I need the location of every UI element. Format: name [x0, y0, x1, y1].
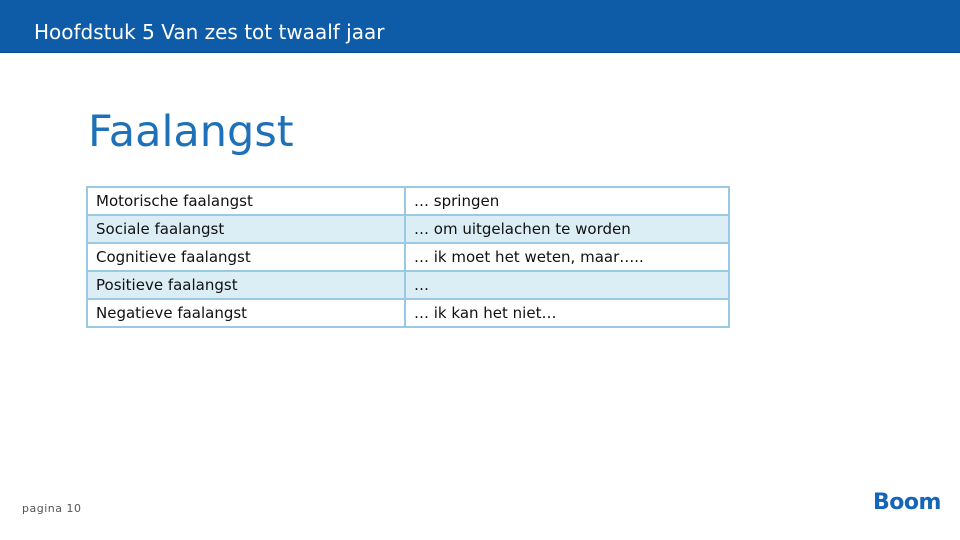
page-number: pagina 10	[22, 502, 82, 515]
table-row	[87, 215, 729, 243]
fear-example-cell: … ik moet het weten, maar…..	[405, 243, 729, 271]
fear-example-cell: … ik kan het niet…	[405, 299, 729, 327]
table-row	[87, 187, 729, 215]
fear-example-cell: …	[405, 271, 729, 299]
header-bar	[0, 0, 960, 53]
table-row	[87, 243, 729, 271]
fear-example-cell: … om uitgelachen te worden	[405, 215, 729, 243]
table-row	[87, 299, 729, 327]
slide-title: Faalangst	[88, 107, 294, 157]
fear-type-cell: Sociale faalangst	[87, 215, 405, 243]
fear-example-cell: … springen	[405, 187, 729, 215]
boom-logo: Boom	[873, 490, 941, 515]
fear-type-cell: Negatieve faalangst	[87, 299, 405, 327]
fear-type-cell: Cognitieve faalangst	[87, 243, 405, 271]
fear-type-cell: Positieve faalangst	[87, 271, 405, 299]
chapter-title: Hoofdstuk 5 Van zes tot twaalf jaar	[34, 20, 385, 44]
fear-types-table	[86, 186, 730, 328]
fear-type-cell: Motorische faalangst	[87, 187, 405, 215]
table-row	[87, 271, 729, 299]
